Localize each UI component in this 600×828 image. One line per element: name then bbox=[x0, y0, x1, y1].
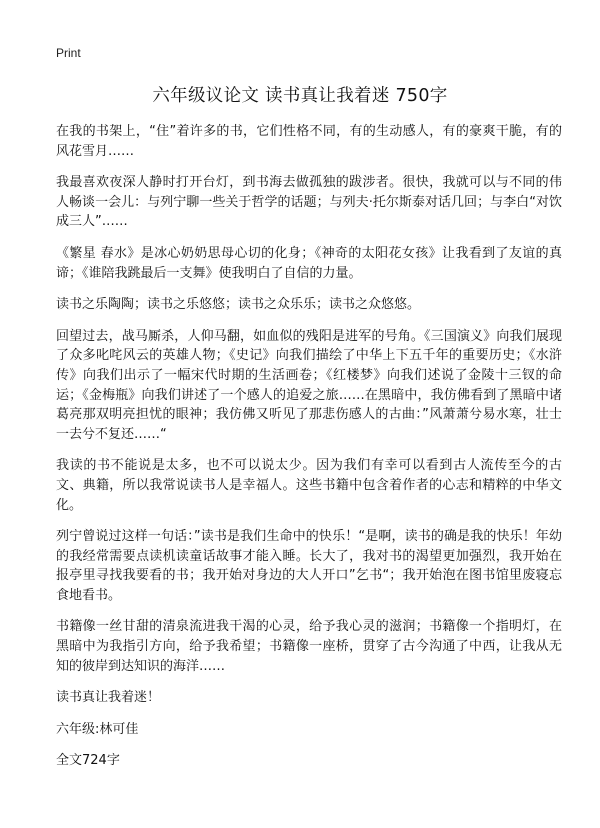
author-line: 六年级:林可佳 bbox=[56, 721, 139, 737]
paragraph-amount: 我读的书不能说是太多，也不可以说太少。因为我们有幸可以看到古人流传至今的古文、典籍，所以我常说读书人是幸福人。这些书籍中包含着作者的心志和精粹的中华文化。 bbox=[56, 458, 562, 513]
paragraph-classics: 回望过去，战马厮杀，人仰马翻，如血似的残阳是进军的号角。《三国演义》向我们展现了众多叱咤风云的英雄人物；《史记》向我们描绘了中华上下五千年的重要历史；《水浒传》向我们出示了一幅宋代时期的生活画卷；《红楼梦》向我们述说了金陵十三钗的命运；《金梅瓶》向我们讲述了一个感人的追爱之旅……在黑暗中，我仿佛看到了黑暗中诸葛亮那双明亮担忧的眼神；我仿佛又听见了那悲伤感人的古曲：”风萧萧兮易水寒，壮士一去兮不复还……“ bbox=[56, 328, 562, 442]
paragraph-conclusion: 读书真让我着迷！ bbox=[56, 690, 161, 706]
word-count: 全文724字 bbox=[56, 753, 120, 769]
paragraph-lenin-quote: 列宁曾说过这样一句话：”读书是我们生命中的快乐！“是啊，读书的确是我的快乐！年幼的我经常需要点读机读童话故事才能入睡。长大了，我对书的渴望更加强烈，我开始在报亭里寻找我要看的书；我开始对身边的大人开口”乞书“；我开始泡在图书馆里废寝忘食地看书。 bbox=[56, 529, 562, 603]
print-label: Print bbox=[56, 46, 81, 60]
article-body bbox=[56, 122, 562, 783]
paragraph-book-list: 《繁星 春水》是冰心奶奶思母心切的化身；《神奇的太阳花女孩》让我看到了友谊的真谛；《谁陪我跳最后一支舞》使我明白了自信的力量。 bbox=[56, 245, 562, 281]
page-title: 六年级议论文 读书真让我着迷 750字 bbox=[152, 86, 448, 106]
paragraph-night-reading: 我最喜欢夜深人静时打开台灯，到书海去做孤独的跋涉者。很快，我就可以与不同的伟人畅谈一会儿：与列宁聊一些关于哲学的话题；与列夫·托尔斯泰对话几回；与李白“对饮成三人”…… bbox=[56, 175, 562, 230]
paragraph-intro: 在我的书架上，“住”着许多的书，它们性格不同，有的生动感人，有的豪爽干脆，有的风花雪月…… bbox=[56, 124, 562, 159]
paragraph-joy: 读书之乐陶陶；读书之乐悠悠；读书之众乐乐；读书之众悠悠。 bbox=[56, 297, 421, 313]
paragraph-books-metaphor: 书籍像一丝甘甜的清泉流进我干渴的心灵，给予我心灵的滋润；书籍像一个指明灯，在黑暗中为我指引方向，给予我希望；书籍像一座桥，贯穿了古今沟通了中西，让我从无知的彼岸到达知识的海洋…… bbox=[56, 619, 562, 674]
